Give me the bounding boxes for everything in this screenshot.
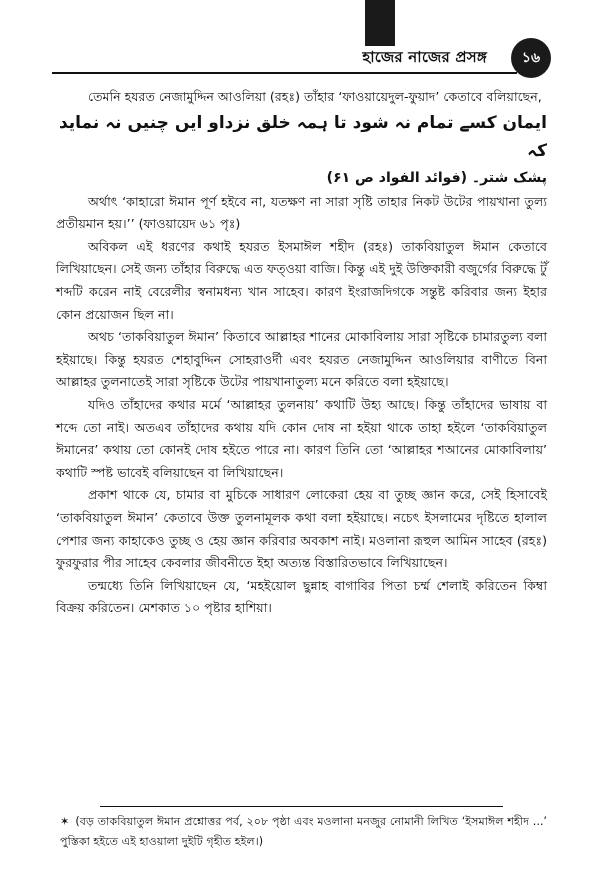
- paragraph-7: তন্মধ্যে তিনি লিখিয়াছেন যে, ‘মহইয়োল ছুন্নাহ বাগাবির পিতা চর্ম্ম শেলাই করিতেন কিম্বা বিক্রয় করিতেন। মেশকাত ১০ পৃষ্টার হাশিয়া।: [56, 577, 547, 616]
- paragraph-3: অবিকল এই ধরণের কথাই হযরত ইসমাঈল শহীদ (রহঃ) তাকবিয়াতুল ঈমান কেতাবে লিখিয়াছেন। সেই জন্য তাঁহার বিরুদ্ধে এত ফত্‌ওয়া বাজি। কিন্তু এই দুই উক্তিকারী বজুর্গের বিরুদ্ধে টুঁ শব্দটি করেন নাই বেরেলীর স্বনামধন্য খান সাহেব। কারণ ইংরাজদিগকে সন্তুষ্ট করিবার জন্য ইহার কোন প্রয়োজন ছিল না।: [56, 238, 548, 322]
- footnote-rule: [100, 806, 503, 807]
- paragraph-5: যদিও তাঁহাদের কথার মর্মে ‘আল্লাহর তুলনায়’ কথাটি উহ্য আছে। কিন্তু তাঁহাদের ভাষায় বা শব্দে তো নাই। অতএব তাঁহাদের কথায় যদি কোন দোষ না হইয়া থাকে তাহা হইলে ‘তাকবিয়াতুল ঈমানের’ কথায় তো কোনই দোষ হইতে পারে না। কারণ তিনি তো ‘আল্লাহর শআনের মোকাবিলায়’ কথাটি স্পষ্ট ভাবেই বলিয়াছেন বা লিখিয়াছেন।: [56, 396, 547, 480]
- running-title: হাজের নাজের প্রসঙ্গ: [362, 48, 487, 66]
- paragraph-4: অথচ ‘তাকবিয়াতুল ঈমান’ কিতাবে আল্লাহর শানের মোকাবিলায় সারা সৃষ্টিকে চামারতুল্য বলা হইয়াছে। কিন্তু হযরত শেহাবুদ্দিন সোহরাওর্দী এবং হযরত নেজামুদ্দিন আওলিয়ার বাণীতে বিনা আল্লাহর তুলনাতেই সারা সৃষ্টিকে উটের পায়খানাতুল্য মনে করিতে বলা হইয়াছে।: [56, 329, 547, 390]
- header-rule: [52, 72, 517, 74]
- arabic-quote-line-1: ایمان کسے تمام نہ شود تا ہمہ خلق نزداو ایں چنیں نہ نماید کہ: [58, 112, 547, 161]
- bookmark-ribbon: [365, 0, 395, 46]
- page-number-badge: ১৬: [511, 38, 551, 78]
- body-text: [56, 86, 547, 620]
- arabic-quote-line-2: پشک شتر۔ (فوائد الفواد ص ۶۱): [326, 169, 547, 186]
- paragraph-2: অর্থাৎ ‘কাহারো ঈমান পূর্ণ হইবে না, যতক্ষণ না সারা সৃষ্টি তাহার নিকট উটের পায়খানা তুল্য প্রতীয়মান হয়।’’ (ফাওয়ায়েদ ৬১ পৃঃ): [56, 193, 547, 232]
- paragraph-1: তেমনি হযরত নেজামুদ্দিন আওলিয়া (রহঃ) তাঁহার ‘ফাওয়ায়েদুল-ফুয়াদ’ কেতাবে বলিয়াছেন,: [88, 89, 542, 104]
- footnote-marker: ✶: [60, 815, 70, 828]
- paragraph-6: প্রকাশ থাকে যে, চামার বা মুচিকে সাধারণ লোকেরা হেয় বা তুচ্ছ জ্ঞান করে, সেই হিসাবেই ‘তাকবিয়াতুল ঈমান’ কেতাবে উক্ত তুলনামূলক কথা বলা হইয়াছে। নচেৎ ইসলামের দৃষ্টিতে হালাল পেশার জন্য কাহাকেও তুচ্ছ ও হেয় জ্ঞান করিবার অবকাশ নাই। মওলানা রূহুল আমিন সাহেব (রহঃ) ফুরফুরার পীর সাহেব কেবলার জীবনীতে ইহা অত্যন্ত বিস্তারিতভাবে লিখিয়াছেন।: [56, 487, 547, 571]
- footnote-text: (বড় তাকবিয়াতুল ঈমান প্রশ্নোত্তর পর্ব, ২০৮ পৃষ্ঠা এবং মওলানা মনজুর নোমানী লিখিত ‘ইসমাঈল শহীদ ...’ পুস্তিকা হইতে এই হাওয়ালা দুইটি গৃহীত হইল।): [60, 815, 547, 848]
- footnote: [60, 812, 547, 852]
- page-header: [52, 42, 551, 82]
